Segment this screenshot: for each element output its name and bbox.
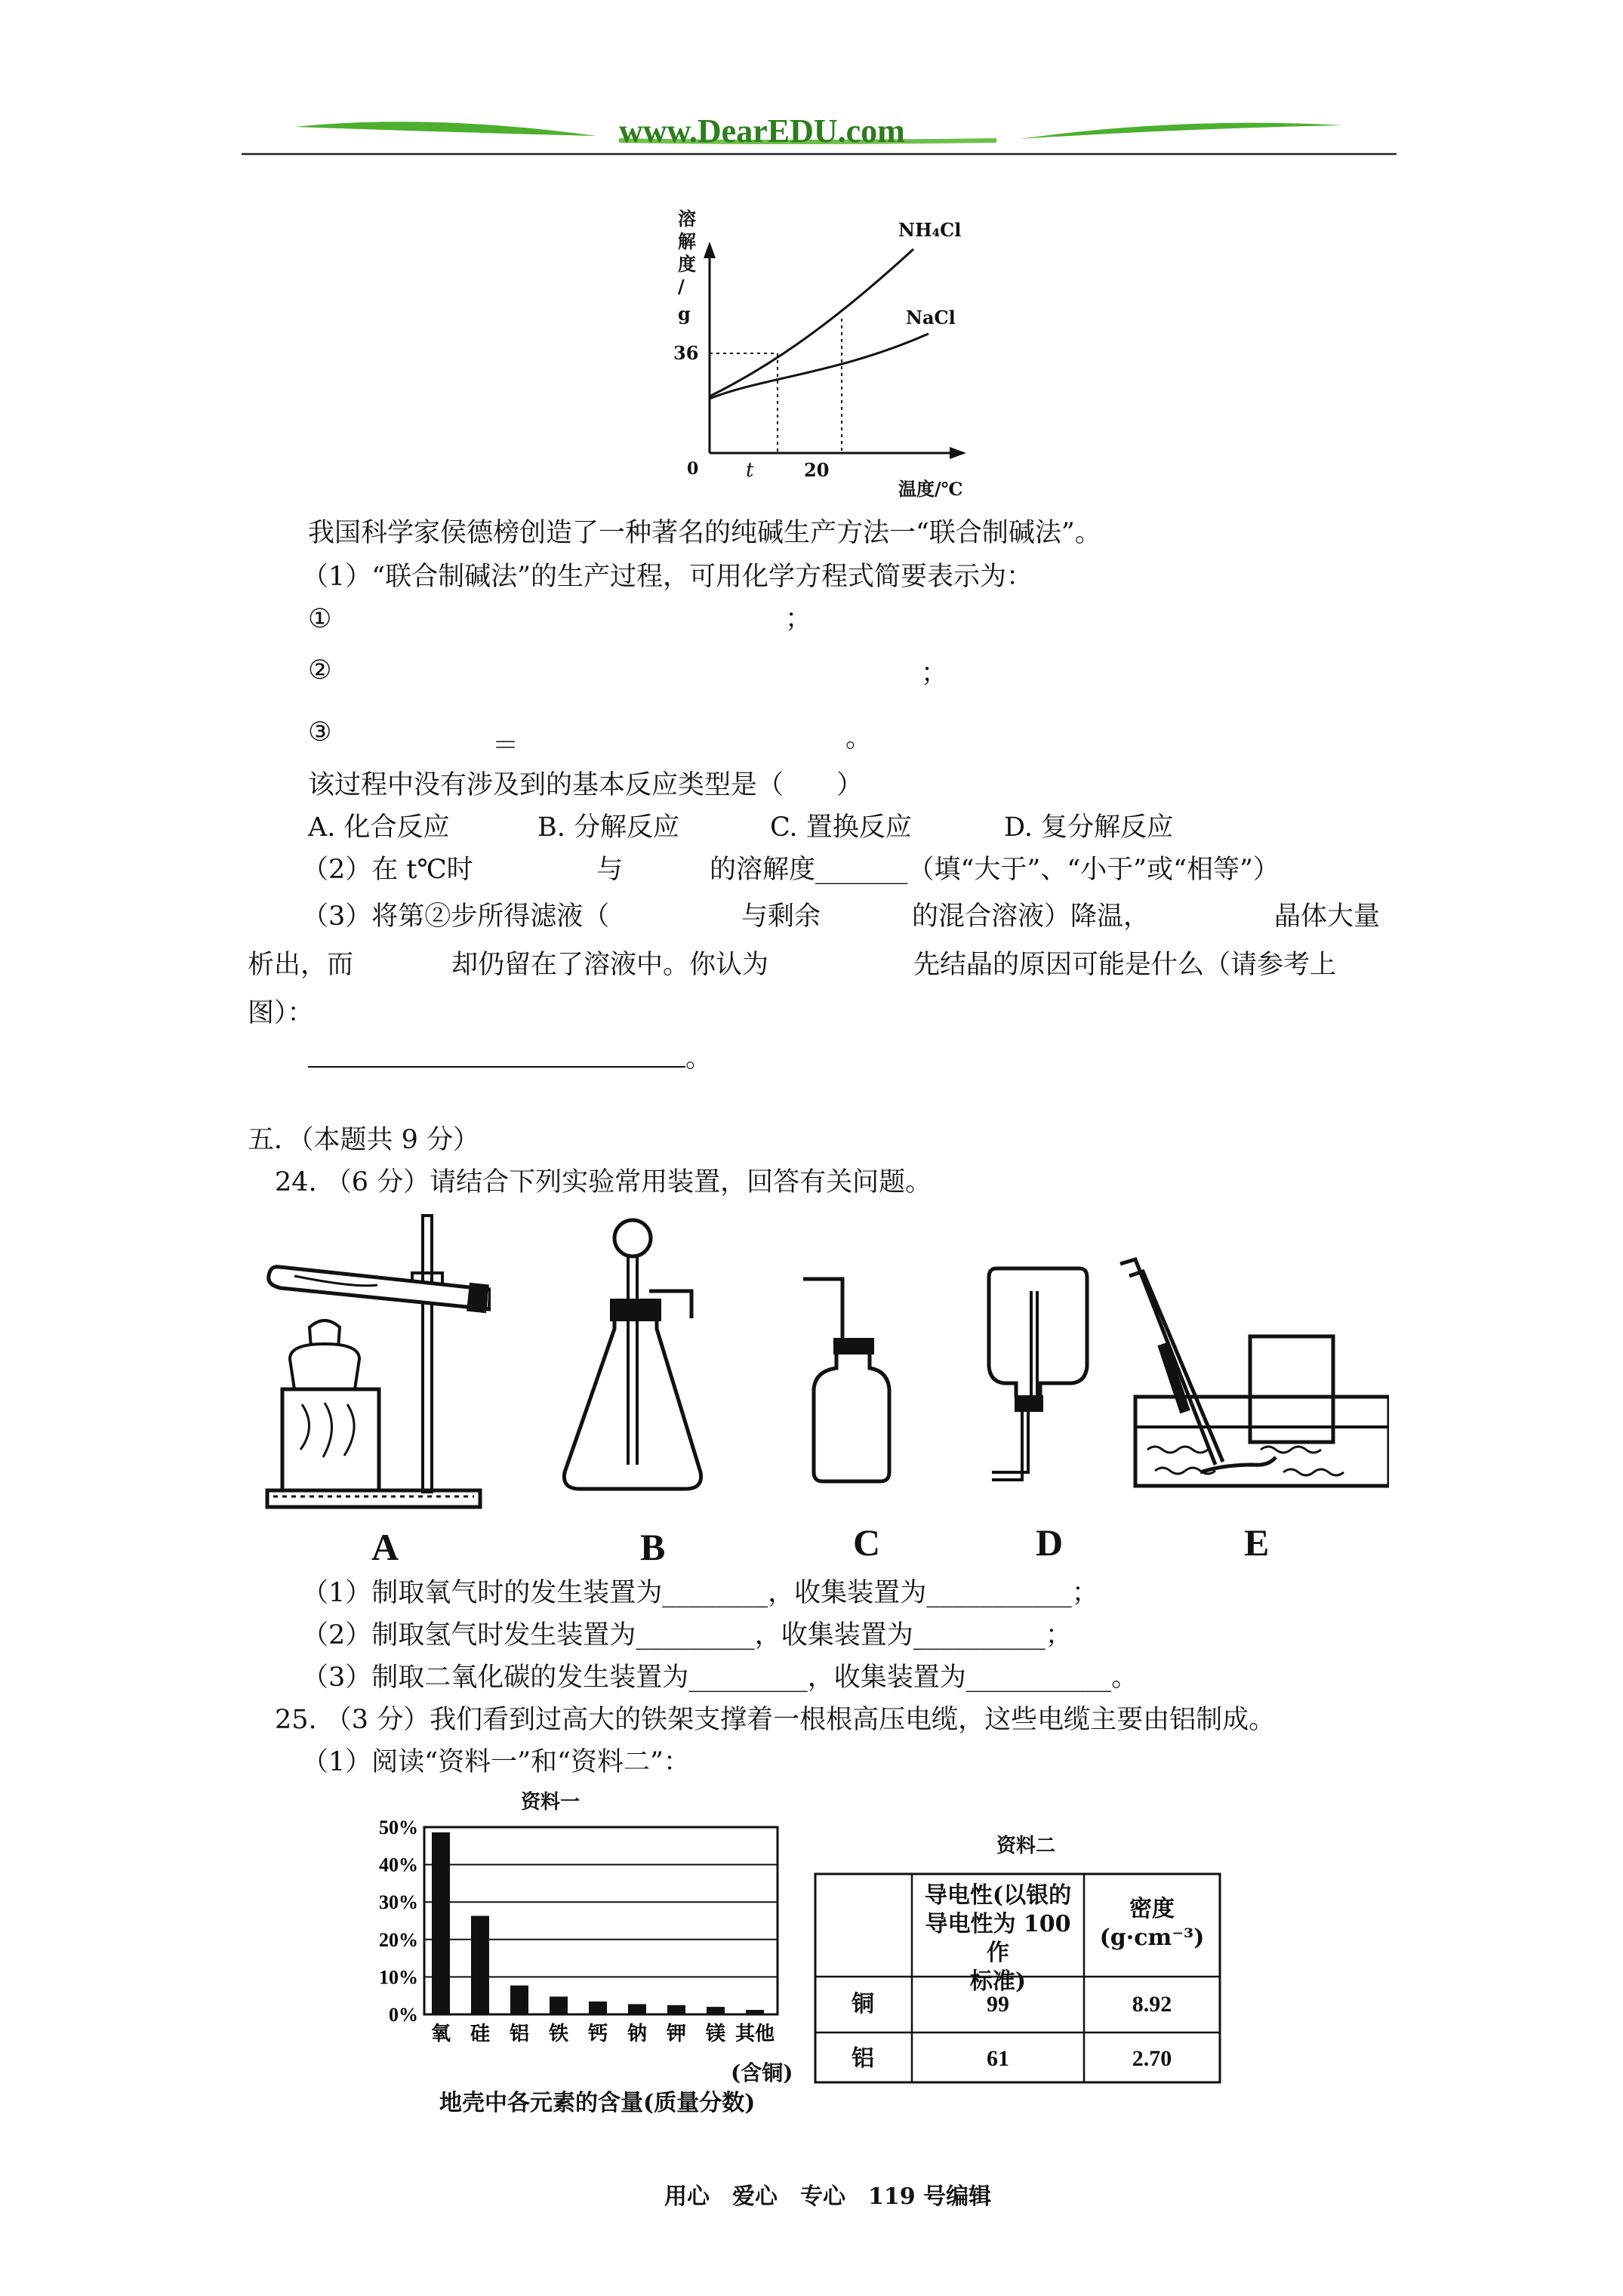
q23-part3-line3: 图）： (248, 998, 314, 1028)
row-copper-conductivity: 99 (987, 1992, 1009, 2017)
bar-钠 (628, 2004, 646, 2014)
bar-铁 (550, 1996, 568, 2014)
series-label-nacl: NaCl (906, 307, 956, 328)
row-aluminum-name: 铝 (852, 2045, 874, 2072)
q23-answer-end: 。 (685, 1043, 713, 1074)
q25-text: 25. （3 分）我们看到过高大的铁架支撑着一根根高压电缆，这些电缆主要由铝制成。 (275, 1705, 1276, 1735)
q23-part3-line2-a: 析出，而 (248, 950, 354, 980)
page-header (242, 106, 1397, 159)
material1-caption: 地壳中各元素的含量(质量分数) (439, 2090, 756, 2116)
y-tick-label: 10% (379, 1966, 418, 1989)
apparatus-e (1110, 1253, 1389, 1502)
q23-option-a: A. 化合反应 (308, 812, 450, 843)
q24-part1: （1）制取氧气时的发生装置为________，收集装置为___________； (302, 1578, 1098, 1608)
material1-chart (370, 1812, 793, 2069)
tick-t: t (746, 459, 754, 482)
section5-title: 五．（本题共 9 分） (248, 1125, 480, 1155)
q23-part2-c: 的溶解度_______（填“大于”、“小于”或“相等”） (710, 855, 1280, 885)
q23-option-b: B. 分解反应 (537, 812, 679, 843)
row-copper-name: 铜 (852, 1991, 874, 2017)
bar-硅 (471, 1916, 489, 2014)
q23-step1-end: ； (785, 604, 812, 634)
q23-step3-end: 。 (845, 723, 873, 754)
col-header-conductivity: 导电性(以银的 导电性为 100 作 标准) (924, 1882, 1072, 1995)
tick-36: 36 (673, 342, 699, 364)
q23-option-c: C. 置换反应 (770, 812, 912, 843)
y-tick-label: 0% (389, 2004, 418, 2026)
row-copper-density: 8.92 (1132, 1992, 1172, 2017)
bar-铝 (510, 1986, 528, 2014)
material2-table (814, 1872, 1221, 2084)
apparatus-d (981, 1261, 1095, 1495)
bar-钙 (589, 2002, 607, 2014)
y-tick-label: 50% (379, 1817, 418, 1838)
q23-part3-b: 与剩余 (741, 901, 821, 932)
apparatus-label-c: C (853, 1521, 881, 1564)
row-aluminum-conductivity: 61 (987, 2046, 1009, 2071)
y-tick-label: 30% (379, 1891, 418, 1914)
q23-part2-a: （2）在 t℃时 (302, 855, 473, 885)
q23-step3: ③ (308, 717, 332, 747)
bar-其他 (746, 2010, 764, 2014)
q23-part3-a: （3）将第②步所得滤液（ (302, 901, 610, 932)
q23-step3-eq: ＝ (492, 731, 519, 761)
y-axis-label: 溶 解 度 / g (678, 208, 696, 325)
material1-title: 资料一 (521, 1791, 581, 1814)
x-tick-label: 镁 (705, 2023, 726, 2045)
nacl-curve (710, 334, 929, 399)
x-tick-label: 铝 (509, 2023, 530, 2045)
bar-钾 (667, 2005, 685, 2014)
apparatus-label-d: D (1036, 1521, 1064, 1564)
q23-part1: （1）“联合制碱法”的生产过程，可用化学方程式简要表示为： (302, 562, 1033, 592)
q23-step1: ① (308, 604, 332, 634)
tick-origin: 0 (687, 459, 699, 479)
q23-part3-c: 的混合溶液）降温， (912, 901, 1150, 932)
page-footer: 用心 爱心 专心 119 号编辑 (664, 2184, 992, 2210)
apparatus-c (800, 1268, 898, 1487)
apparatus-a (264, 1200, 491, 1525)
material2-title: 资料二 (996, 1835, 1056, 1857)
q23-step2: ② (308, 655, 332, 686)
q23-question: 该过程中没有涉及到的基本反应类型是（ ） (308, 770, 864, 800)
q24-part3: （3）制取二氧化碳的发生装置为_________，收集装置为___________。 (302, 1663, 1138, 1693)
y-tick-label: 20% (379, 1928, 418, 1951)
x-tick-label: 硅 (470, 2023, 491, 2045)
nh4cl-curve (710, 249, 913, 396)
y-tick-label: 40% (379, 1854, 418, 1876)
apparatus-label-a: A (371, 1526, 399, 1568)
q23-answer-line (308, 1066, 685, 1068)
q23-part3-line2-c: 先结晶的原因可能是什么（请参考上 (913, 950, 1337, 980)
tick-20: 20 (804, 459, 830, 481)
x-tick-label: 其他 (735, 2023, 775, 2045)
q23-intro: 我国科学家侯德榜创造了一种著名的纯碱生产方法一“联合制碱法”。 (308, 518, 1101, 548)
q24-text: 24. （6 分）请结合下列实验常用装置，回答有关问题。 (275, 1167, 932, 1197)
apparatus-b (559, 1216, 732, 1502)
q24-part2: （2）制取氢气时发生装置为_________，收集装置为__________； (302, 1620, 1072, 1650)
x-tick-label: 钙 (587, 2023, 608, 2045)
x-tick-label: 氧 (430, 2023, 451, 2045)
apparatus-label-b: B (640, 1526, 666, 1568)
header-site-url: www.DearEDU.com (619, 112, 905, 149)
x-tick-label: 铁 (548, 2023, 569, 2045)
bar-氧 (432, 1832, 450, 2014)
bar-镁 (707, 2007, 725, 2014)
q23-option-d: D. 复分解反应 (1004, 812, 1174, 843)
solubility-chart (649, 204, 981, 506)
apparatus-label-e: E (1244, 1521, 1270, 1564)
x-axis-label: 温度/℃ (898, 478, 963, 500)
q23-part3-d: 晶体大量 (1274, 901, 1381, 932)
q23-step2-end: ； (921, 658, 948, 689)
row-aluminum-density: 2.70 (1132, 2046, 1172, 2071)
x-tick-label: 钠 (627, 2023, 648, 2045)
material1-note: (含铜) (731, 2060, 793, 2085)
series-label-nh4cl: NH₄Cl (898, 219, 962, 241)
q23-part3-line2-b: 却仍留在了溶液中。你认为 (451, 950, 769, 980)
col-header-density: 密度 (g·cm⁻³) (1099, 1896, 1205, 1951)
q25-part1: （1）阅读“资料一”和“资料二”： (302, 1747, 690, 1777)
x-tick-label: 钾 (666, 2023, 687, 2045)
q23-part2-b: 与 (596, 855, 624, 885)
